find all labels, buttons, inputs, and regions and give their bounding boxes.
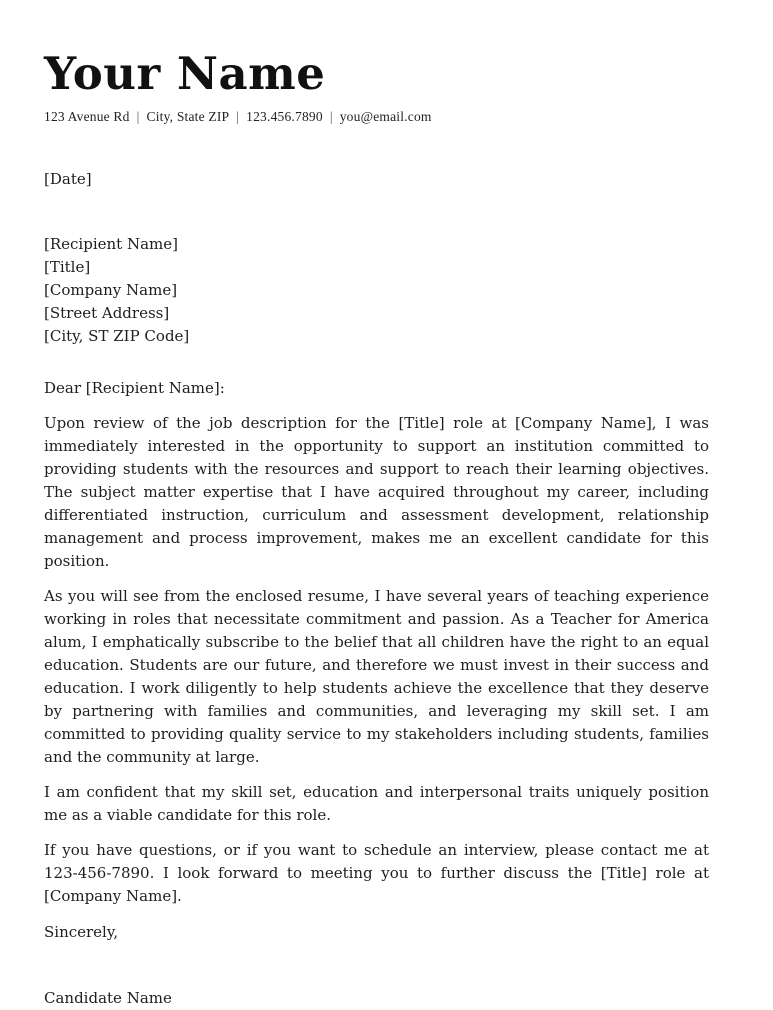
- contact-separator: |: [236, 109, 240, 125]
- recipient-name-placeholder: [Recipient Name]: [44, 235, 178, 254]
- salutation: Dear [Recipient Name]:: [44, 379, 225, 398]
- paragraph-call-to-action: If you have questions, or if you want to schedule an interview, please contact me at 123-456-7890. I look forward to meeting you to further discuss the [Title] role at [Company Name].: [44, 841, 709, 906]
- signature-name: Candidate Name: [44, 989, 172, 1008]
- contact-email: you@email.com: [339, 109, 432, 125]
- paragraph-intro: Upon review of the job description for the [Title] role at [Company Name], I was immediately interested in the opportunity to support an institution committed to providing students with the resources and support to reach their learning objectives. The subject matter expertise that I have acquired throughout my career, including differentiated instruction, curriculum and assessment development, relationship management and process improvement, makes me an excellent candidate for this position.: [44, 414, 709, 571]
- contact-address: 123 Avenue Rd: [44, 109, 130, 125]
- paragraph-confidence: I am confident that my skill set, education and interpersonal traits uniquely position me as a viable candidate for this role.: [44, 783, 709, 825]
- date-placeholder: [Date]: [44, 170, 92, 189]
- contact-separator: |: [329, 109, 333, 125]
- contact-separator: |: [136, 109, 140, 125]
- recipient-title-placeholder: [Title]: [44, 258, 91, 277]
- letter-header: [44, 47, 709, 125]
- sender-name: Your Name: [44, 47, 326, 100]
- paragraph-experience: As you will see from the enclosed resume, I have several years of teaching experience working in roles that necessitate commitment and passion. As a Teacher for America alum, I emphatically subscribe to the belief that all children have the right to an equal education. Students are our future, and therefore we must invest in their success and education. I work diligently to help students achieve the excellence that they deserve by partnering with families and communities, and leveraging my skill set. I am committed to providing quality service to my stakeholders including students, families and the community at large.: [44, 587, 709, 767]
- recipient-street-placeholder: [Street Address]: [44, 304, 170, 323]
- contact-phone: 123.456.7890: [246, 109, 323, 125]
- recipient-block: [44, 233, 709, 348]
- contact-line: [44, 109, 709, 125]
- recipient-city-zip-placeholder: [City, ST ZIP Code]: [44, 327, 190, 346]
- recipient-company-placeholder: [Company Name]: [44, 281, 178, 300]
- contact-city-state-zip: City, State ZIP: [146, 109, 230, 125]
- closing: Sincerely,: [44, 923, 119, 942]
